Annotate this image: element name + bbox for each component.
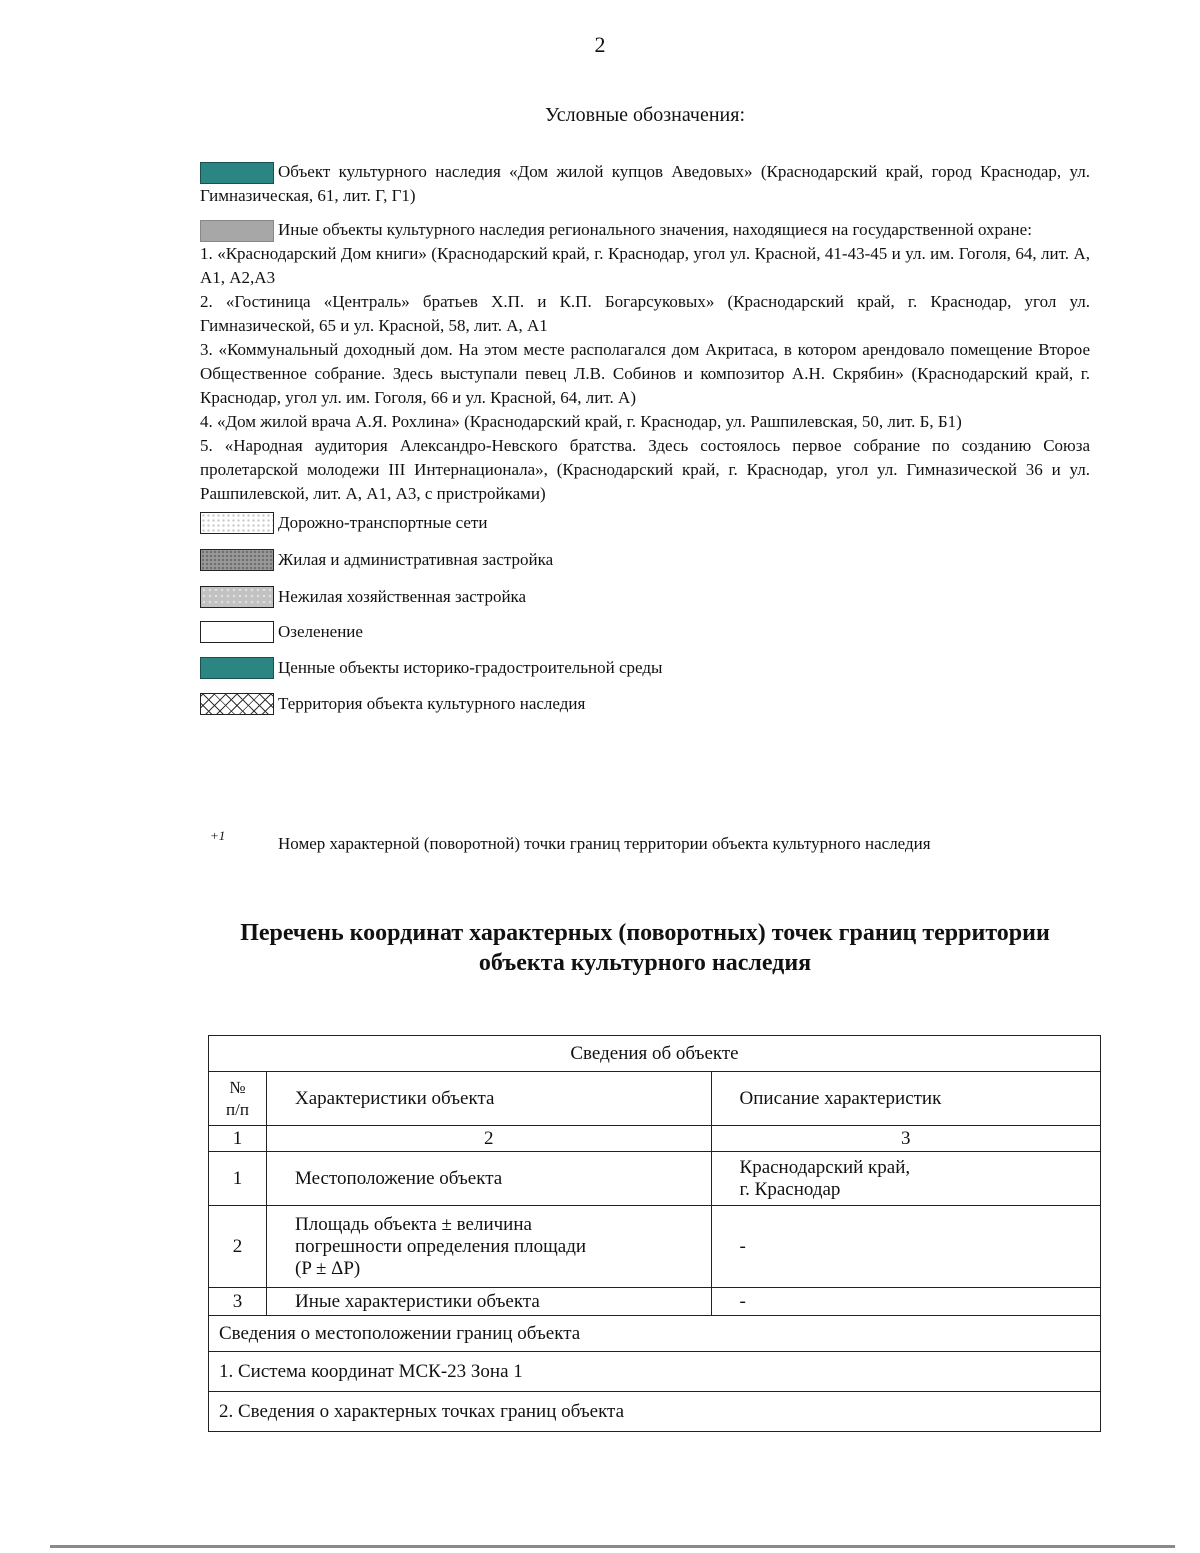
legend-object-2: 2. «Гостиница «Централь» братьев Х.П. и К.П. Богарсуковых» (Краснодарский край, г. Краснодар, угол ул. Гимназической, 65 и ул. Красной, 58, лит. А, А1 [200, 292, 1090, 336]
head-num: № п/п [209, 1072, 267, 1126]
residential-swatch-icon [200, 549, 274, 571]
legend-item-residential: Жилая и административная застройка [200, 547, 1090, 573]
legend-object-4: 4. «Дом жилой врача А.Я. Рохлина» (Краснодарский край, г. Краснодар, ул. Рашпилевская, 50, лит. Б, Б1) [200, 412, 962, 432]
valuable-swatch-icon [200, 657, 274, 679]
location-section: Сведения о местоположении границ объекта [209, 1316, 1101, 1352]
point-marker-icon: +1 [210, 828, 226, 843]
legend-item-territory: Территория объекта культурного наследия [200, 691, 1090, 717]
page-number: 2 [594, 32, 606, 57]
non-residential-swatch-icon [200, 586, 274, 608]
legend [200, 160, 1090, 717]
coord-system: 1. Система координат МСК-23 Зона 1 [209, 1352, 1101, 1392]
gray-swatch-icon [200, 220, 274, 242]
head-desc: Описание характеристик [711, 1072, 1100, 1126]
object-info-table [208, 1035, 1101, 1432]
legend-other-objects: Иные объекты культурного наследия регионального значения, находящиеся на государственной охране: [200, 218, 1090, 242]
greenery-swatch-icon [200, 621, 274, 643]
footer-divider [50, 1545, 1175, 1548]
col-num-3: 3 [711, 1126, 1100, 1152]
table-row: 3 Иные характеристики объекта - [209, 1288, 1101, 1316]
head-char: Характеристики объекта [267, 1072, 712, 1126]
col-num-2: 2 [267, 1126, 712, 1152]
teal-swatch-icon [200, 162, 274, 184]
legend-title: Условные обозначения: [544, 104, 746, 126]
table-title: Сведения об объекте [209, 1036, 1101, 1072]
point-label: Номер характерной (поворотной) точки границ территории объекта культурного наследия [278, 834, 931, 853]
legend-object-3: 3. «Коммунальный доходный дом. На этом месте располагался дом Акритаса, в котором арендовало помещение Второе Общественное собрание. Здесь выступали певец Л.В. Собинов и композитор А.Н. Скрябин» (Краснодарский край, г. Краснодар, угол ул. им. Гоголя, 66 и ул. Красной, 64, лит. А) [200, 340, 1090, 408]
legend-item-greenery: Озеленение [200, 619, 1090, 645]
legend-object-1: 1. «Краснодарский Дом книги» (Краснодарский край, г. Краснодар, угол ул. Красной, 41-43-45 и ул. им. Гоголя, 64, лит. А, А1, А2,А3 [200, 244, 1090, 288]
legend-item-valuable: Ценные объекты историко-градостроительной среды [200, 655, 1090, 681]
col-num-1: 1 [209, 1126, 267, 1152]
table-row: 1 Местоположение объекта Краснодарский край, г. Краснодар [209, 1152, 1101, 1206]
territory-hatch-icon [200, 693, 274, 715]
legend-item-roads: Дорожно-транспортные сети [200, 510, 1090, 536]
roads-swatch-icon [200, 512, 274, 534]
legend-main-object: Объект культурного наследия «Дом жилой купцов Аведовых» (Краснодарский край, город Краснодар, ул. Гимназическая, 61, лит. Г, Г1) [200, 162, 1090, 206]
legend-item-non-residential: Нежилая хозяйственная застройка [200, 584, 1090, 610]
legend-object-5: 5. «Народная аудитория Александро-Невского братства. Здесь состоялось первое собрание по созданию Союза пролетарской молодежи III Интернационала», (Краснодарский край, г. Краснодар, угол ул. Гимназической 36 и ул. Рашпилевской, лит. А, А1, А3, с пристройками) [200, 436, 1090, 504]
table-row: 2 Площадь объекта ± величина погрешности определения площади (P ± ΔP) - [209, 1206, 1101, 1288]
points-section: 2. Сведения о характерных точках границ объекта [209, 1392, 1101, 1432]
section-heading: Перечень координат характерных (поворотных) точек границ территории объекта культурного наследия [240, 920, 1050, 976]
